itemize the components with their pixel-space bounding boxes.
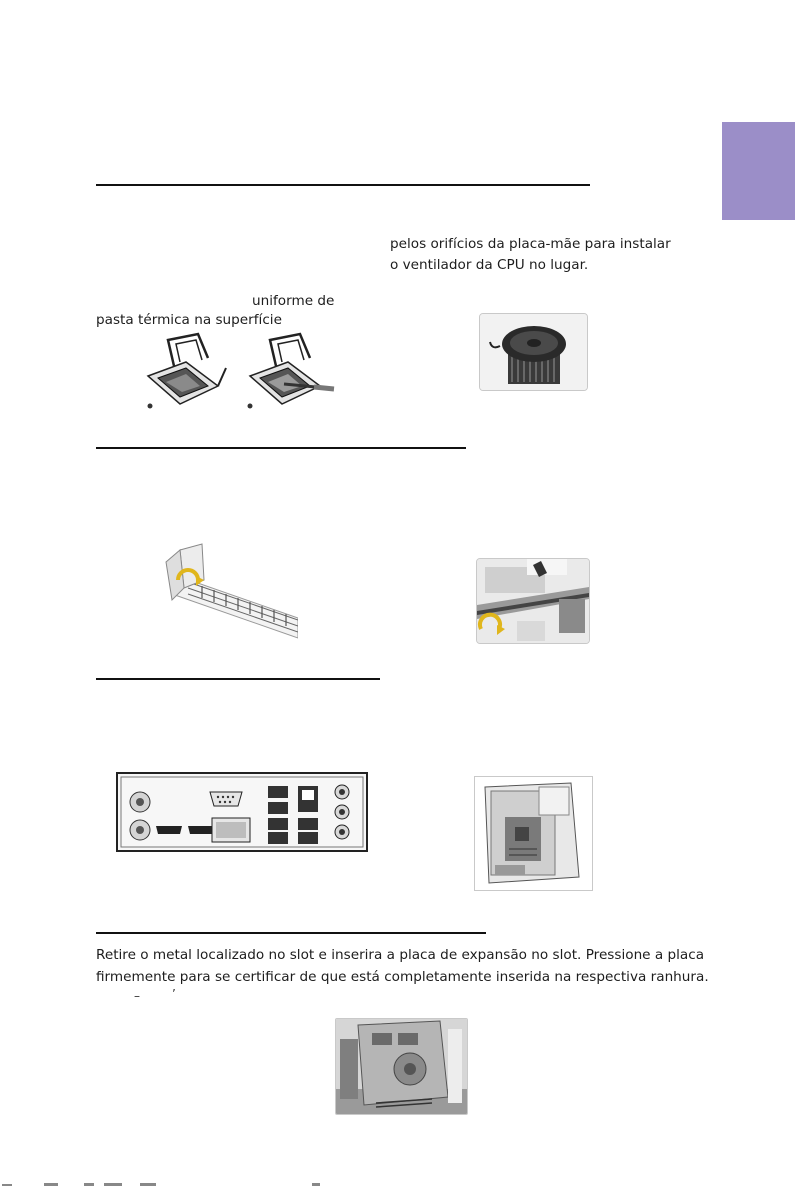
section-rule-memory — [96, 447, 466, 449]
paste-text-line-2: pasta térmica na superfície — [96, 312, 282, 328]
rear-io-panel-icon — [116, 772, 368, 852]
footer-fragment — [0, 1180, 360, 1192]
chapter-tab — [722, 122, 795, 220]
expansion-body-line-2: firmemente para se certificar de que está completamente inserida na respectiva ranhura. — [96, 969, 709, 985]
section-rule-io — [96, 678, 380, 680]
pc-case-interior-photo — [474, 776, 593, 891]
memory-module-install-photo — [476, 558, 590, 644]
stray-mark-dash: – — [134, 989, 140, 1003]
section-rule-cpu — [96, 184, 590, 186]
cpu-socket-open-icon — [138, 332, 230, 412]
paste-text-line-1: uniforme de — [252, 293, 335, 309]
expansion-card-install-photo — [335, 1018, 468, 1115]
dimm-slot-latch-icon — [162, 540, 298, 642]
cooler-text-line-1: pelos orifícios da placa-mãe para instalar — [390, 236, 671, 252]
cpu-cooler-fan-photo — [479, 313, 588, 391]
stray-mark-apostrophe: ’ — [172, 987, 176, 1001]
cpu-thermal-paste-icon — [240, 332, 336, 412]
cooler-text-line-2: o ventilador da CPU no lugar. — [390, 257, 589, 273]
section-rule-expansion — [96, 932, 486, 934]
expansion-body-line-1: Retire o metal localizado no slot e inserira a placa de expansão no slot. Pressione a placa — [96, 947, 705, 963]
